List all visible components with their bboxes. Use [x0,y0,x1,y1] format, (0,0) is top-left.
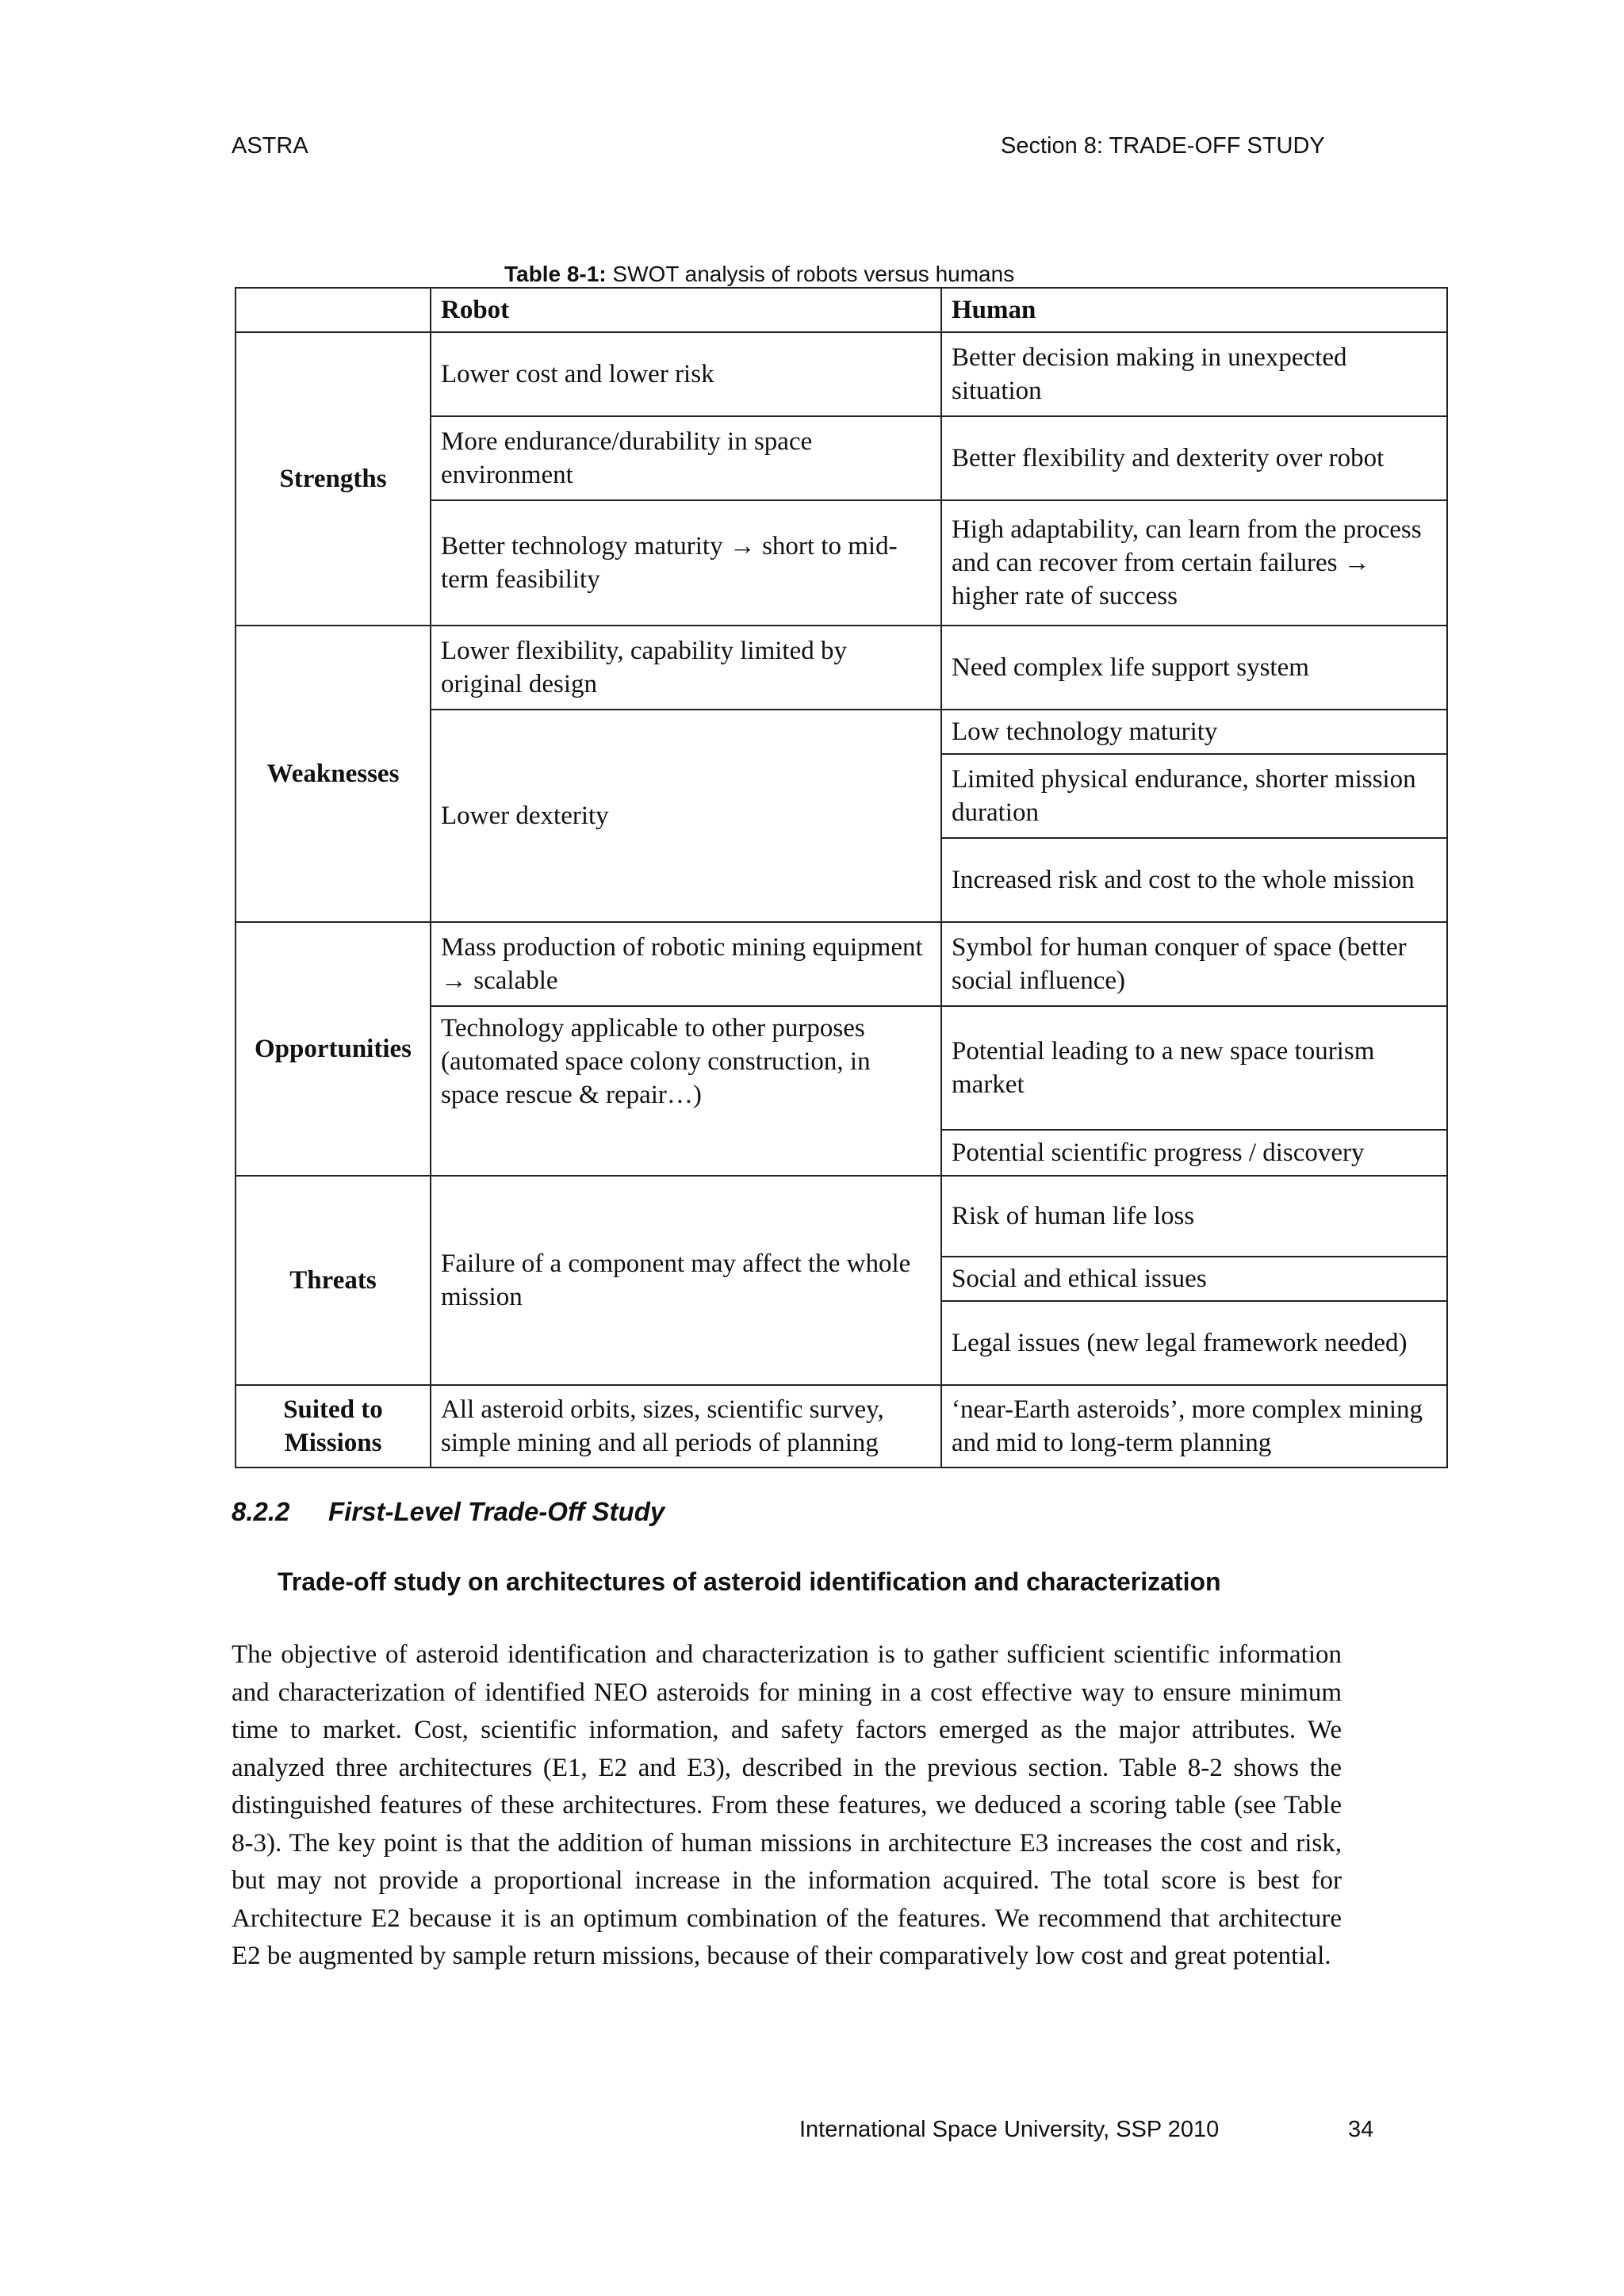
threats-human-cell: Risk of human life loss [941,1176,1447,1257]
threats-label: Threats [236,1176,431,1385]
caption-label: Table 8-1: [504,262,607,286]
opportunities-human-cell: Symbol for human conquer of space (better social influence) [941,922,1447,1006]
header-empty-cell [236,288,431,332]
weaknesses-human-cell: Limited physical endurance, shorter mission duration [941,754,1447,838]
suited-robot-cell: All asteroid orbits, sizes, scientific survey, simple mining and all periods of planning [431,1385,941,1468]
threats-robot-cell: Failure of a component may affect the whole mission [431,1176,941,1385]
subheading: Trade-off study on architectures of asteroid identification and characterization [278,1567,1221,1596]
weaknesses-human-cell: Need complex life support system [941,626,1447,710]
table-row [236,1176,1447,1257]
strengths-human-cell: Better flexibility and dexterity over robot [941,416,1447,500]
header-human: Human [941,288,1447,332]
opportunities-human-cell: Potential scientific progress / discovery [941,1130,1447,1176]
header-robot: Robot [431,288,941,332]
header-left: ASTRA [232,133,308,159]
opportunities-robot-cell: Mass production of robotic mining equipment → scalable [431,922,941,1006]
threats-human-cell: Legal issues (new legal framework needed) [941,1301,1447,1385]
strengths-robot-cell: More endurance/durability in space environment [431,416,941,500]
section-heading [232,1497,665,1527]
opportunities-human-cell: Potential leading to a new space tourism market [941,1006,1447,1130]
weaknesses-human-cell: Low technology maturity [941,710,1447,754]
strengths-label: Strengths [236,332,431,626]
opportunities-label: Opportunities [236,922,431,1176]
table-row [236,332,1447,416]
weaknesses-label: Weaknesses [236,626,431,922]
table-row [236,1385,1447,1468]
suited-human-cell: ‘near-Earth asteroids’, more complex mining and mid to long-term planning [941,1385,1447,1468]
table-row [236,922,1447,1006]
section-number: 8.2.2 [232,1497,290,1526]
table-caption [504,262,1014,287]
page-number: 34 [1348,2117,1374,2142]
body-paragraph: The objective of asteroid identification and characterization is to gather sufficient scientific information and characterization of identified NEO asteroids for mining in a cost effective way to ensure minimum time to market. Cost, scientific information, and safety factors emerged as the major attributes. We analyzed three architectures (E1, E2 and E3), described in the previous section. Table 8-2 shows the distinguished features of these architectures. From these features, we deduced a scoring table (see Table 8-3). The key point is that the addition of human missions in architecture E3 increases the cost and risk, but may not provide a proportional increase in the information acquired. The total score is best for Architecture E2 because it is an optimum combination of the features. We recommend that architecture E2 be augmented by sample return missions, because of their comparatively low cost and great potential. [232,1640,1342,1970]
swot-table [235,287,1448,1468]
section-title: First-Level Trade-Off Study [328,1497,665,1526]
header-right: Section 8: TRADE-OFF STUDY [1001,133,1325,159]
strengths-human-cell: High adaptability, can learn from the process and can recover from certain failures → higher rate of success [941,500,1447,626]
strengths-robot-cell: Better technology maturity → short to mid-term feasibility [431,500,941,626]
strengths-human-cell: Better decision making in unexpected situation [941,332,1447,416]
threats-human-cell: Social and ethical issues [941,1257,1447,1301]
weaknesses-human-cell: Increased risk and cost to the whole mission [941,838,1447,922]
strengths-robot-cell: Lower cost and lower risk [431,332,941,416]
table-header-row [236,288,1447,332]
footer-text: International Space University, SSP 2010 [799,2117,1220,2142]
weaknesses-robot-cell: Lower dexterity [431,710,941,922]
suited-label: Suited to Missions [236,1385,431,1468]
opportunities-robot-cell: Technology applicable to other purposes (automated space colony construction, in space rescue & repair…) [431,1006,941,1176]
table-row [236,626,1447,710]
weaknesses-robot-cell: Lower flexibility, capability limited by original design [431,626,941,710]
caption-text: SWOT analysis of robots versus humans [606,262,1015,286]
